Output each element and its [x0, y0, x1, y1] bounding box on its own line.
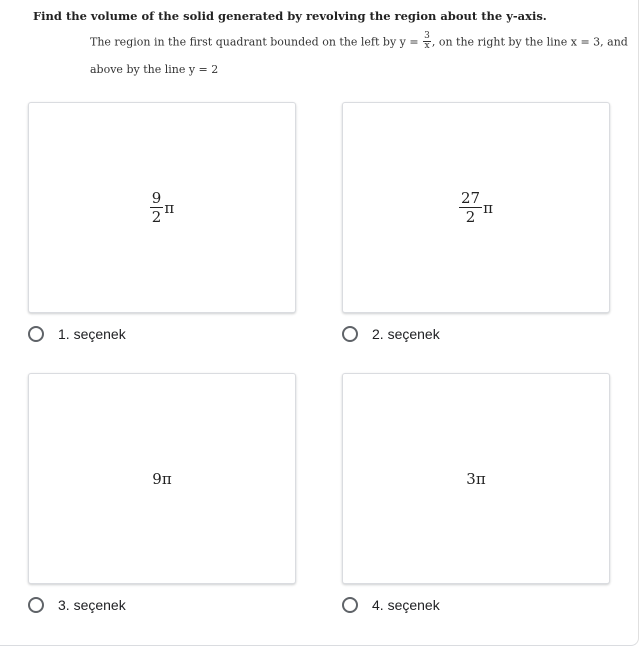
option-2-pi: π: [483, 198, 493, 217]
option-4-label: 4. seçenek: [372, 597, 440, 613]
option-3-radio-row[interactable]: [28, 594, 126, 616]
option-2-math: [343, 103, 609, 312]
option-card-4[interactable]: [342, 373, 610, 584]
option-2-numerator: 27: [461, 189, 481, 207]
question-text-line-1: [90, 33, 628, 52]
option-4-math: [343, 374, 609, 583]
option-card-3[interactable]: [28, 373, 296, 584]
option-2-radio-row[interactable]: [342, 323, 440, 345]
option-4-radio-row[interactable]: [342, 594, 440, 616]
option-2-label: 2. seçenek: [372, 326, 440, 342]
option-1-denominator: 2: [151, 208, 162, 226]
option-1-fraction: [150, 190, 164, 225]
option-1-radio-row[interactable]: [28, 323, 126, 345]
inline-fraction-denominator: x: [424, 41, 430, 51]
option-3-math: [29, 374, 295, 583]
question-text-line-2: above by the line y = 2: [90, 63, 219, 76]
option-1-math: [29, 103, 295, 312]
question-title: Find the volume of the solid generated by revolving the region about the y-axis.: [33, 9, 547, 23]
option-3-value: 9π: [152, 469, 172, 488]
option-2-denominator: 2: [465, 208, 476, 226]
question-text-part-2: , on the right by the line x = 3, and: [431, 35, 628, 49]
option-1-radio[interactable]: [28, 326, 44, 342]
option-card-1[interactable]: [28, 102, 296, 313]
inline-fraction-numerator: 3: [424, 31, 430, 41]
option-2-radio[interactable]: [342, 326, 358, 342]
option-card-2[interactable]: [342, 102, 610, 313]
option-3-label: 3. seçenek: [58, 597, 126, 613]
question-text-part-1: The region in the first quadrant bounded on the left by y =: [90, 35, 423, 49]
option-4-value: 3π: [466, 469, 486, 488]
option-1-numerator: 9: [151, 189, 162, 207]
option-2-fraction: [459, 190, 482, 225]
option-4-radio[interactable]: [342, 597, 358, 613]
option-1-label: 1. seçenek: [58, 326, 126, 342]
option-1-pi: π: [164, 198, 175, 217]
inline-fraction: [423, 32, 431, 51]
option-3-radio[interactable]: [28, 597, 44, 613]
